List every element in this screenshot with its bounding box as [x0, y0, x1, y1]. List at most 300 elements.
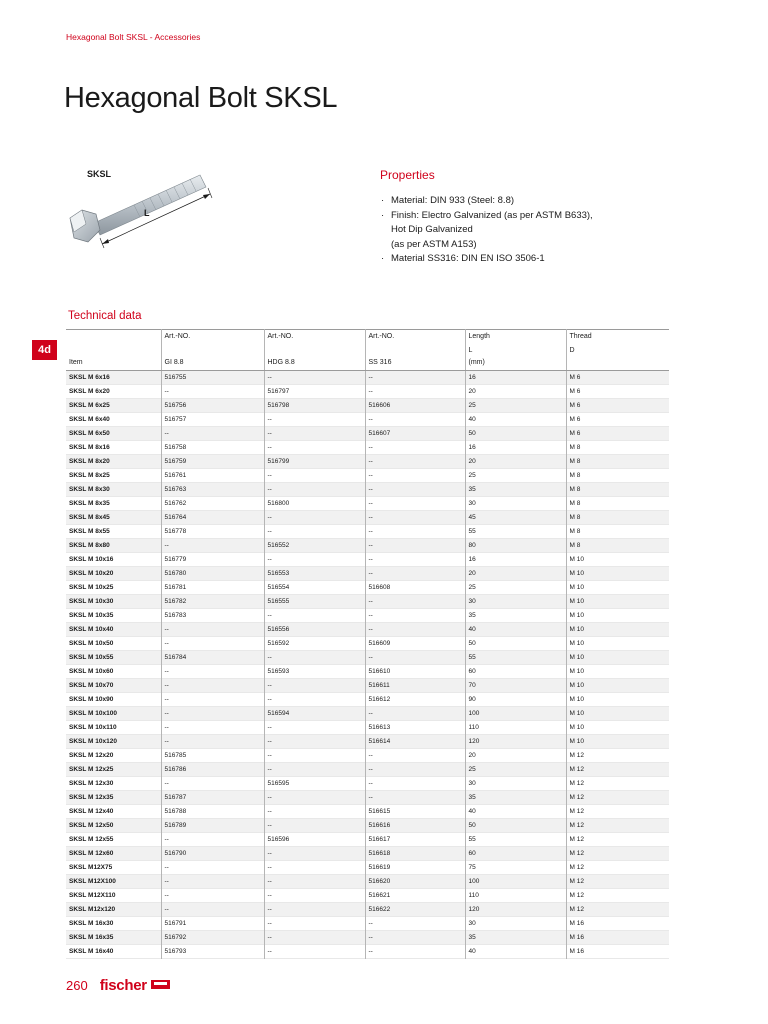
table-cell: M 12	[566, 749, 669, 763]
table-cell: 25	[465, 763, 566, 777]
table-cell: M 12	[566, 763, 669, 777]
table-cell: 20	[465, 455, 566, 469]
table-cell: --	[365, 707, 465, 721]
table-cell: M 10	[566, 665, 669, 679]
table-row	[66, 861, 669, 875]
table-cell: 516552	[264, 539, 365, 553]
dimension-label: L	[144, 208, 150, 218]
table-cell: 516612	[365, 693, 465, 707]
table-cell: 75	[465, 861, 566, 875]
table-cell: M 6	[566, 427, 669, 441]
table-cell: 35	[465, 483, 566, 497]
item-cell: SKSL M 10x120	[69, 738, 117, 745]
table-cell: --	[365, 553, 465, 567]
table-cell: 100	[465, 875, 566, 889]
table-cell: --	[264, 917, 365, 931]
table-cell: --	[365, 567, 465, 581]
table-cell: 516609	[365, 637, 465, 651]
table-cell: 516611	[365, 679, 465, 693]
table-cell: 516788	[161, 805, 264, 819]
table-cell: --	[161, 833, 264, 847]
table-cell: 516799	[264, 455, 365, 469]
table-cell: M 16	[566, 931, 669, 945]
table-cell: 40	[465, 945, 566, 959]
table-row	[66, 469, 669, 483]
item-cell: SKSL M 6x16	[69, 374, 110, 381]
table-cell: 45	[465, 511, 566, 525]
column-header	[66, 347, 161, 359]
bolt-illustration	[64, 160, 234, 260]
table-cell: --	[161, 889, 264, 903]
table-cell: M 12	[566, 819, 669, 833]
table-cell: 516621	[365, 889, 465, 903]
table-cell: 55	[465, 833, 566, 847]
table-cell: M 8	[566, 511, 669, 525]
item-cell: SKSL M 16x30	[69, 920, 114, 927]
table-cell: M 12	[566, 805, 669, 819]
table-cell: --	[264, 791, 365, 805]
item-cell: SKSL M12x120	[69, 906, 116, 913]
table-cell: M 16	[566, 917, 669, 931]
table-cell: 516778	[161, 525, 264, 539]
table-cell: M 10	[566, 609, 669, 623]
table-cell: M 10	[566, 707, 669, 721]
item-cell: SKSL M 10x40	[69, 626, 114, 633]
table-cell: M 8	[566, 455, 669, 469]
table-cell: M 10	[566, 581, 669, 595]
table-cell: 516790	[161, 847, 264, 861]
table-row	[66, 945, 669, 959]
table-cell: 516593	[264, 665, 365, 679]
table-cell: 60	[465, 847, 566, 861]
column-header	[264, 347, 365, 359]
table-cell: 516606	[365, 399, 465, 413]
table-cell: --	[161, 735, 264, 749]
table-header-row	[66, 359, 669, 371]
table-cell: --	[264, 693, 365, 707]
table-cell: --	[365, 469, 465, 483]
column-header: Art.-NO.	[365, 329, 465, 347]
table-cell: M 12	[566, 889, 669, 903]
item-cell: SKSL M 6x40	[69, 416, 110, 423]
table-cell: 516763	[161, 483, 264, 497]
table-cell: 516616	[365, 819, 465, 833]
item-cell: SKSL M 10x70	[69, 682, 114, 689]
table-cell: M 6	[566, 399, 669, 413]
property-item: · Finish: Electro Galvanized (as per ASTM B633), Hot Dip Galvanized (as per ASTM A153)	[380, 209, 700, 253]
table-cell: --	[365, 763, 465, 777]
table-cell: 55	[465, 651, 566, 665]
table-cell: 516556	[264, 623, 365, 637]
item-cell: SKSL M 8x16	[69, 444, 110, 451]
table-row	[66, 875, 669, 889]
item-cell: SKSL M 8x55	[69, 528, 110, 535]
table-cell: --	[365, 749, 465, 763]
table-cell: 516764	[161, 511, 264, 525]
item-cell: SKSL M 8x80	[69, 542, 110, 549]
column-header	[66, 329, 161, 347]
table-cell: --	[264, 875, 365, 889]
table-row	[66, 791, 669, 805]
table-row	[66, 735, 669, 749]
properties-list	[380, 194, 700, 267]
brand-mark-icon	[151, 980, 170, 989]
table-cell: --	[365, 539, 465, 553]
table-cell: 516595	[264, 777, 365, 791]
table-cell: --	[365, 497, 465, 511]
table-cell: 516608	[365, 581, 465, 595]
table-cell: --	[264, 861, 365, 875]
properties-heading: Properties	[380, 168, 435, 182]
table-cell: 100	[465, 707, 566, 721]
table-cell: --	[264, 427, 365, 441]
table-row	[66, 707, 669, 721]
table-cell: --	[161, 861, 264, 875]
table-cell: M 6	[566, 385, 669, 399]
table-cell: M 8	[566, 525, 669, 539]
table-row	[66, 903, 669, 917]
table-cell: M 6	[566, 413, 669, 427]
table-cell: 516780	[161, 567, 264, 581]
table-cell: --	[264, 525, 365, 539]
table-cell: 120	[465, 903, 566, 917]
item-cell: SKSL M12X110	[69, 892, 116, 899]
table-row	[66, 497, 669, 511]
table-cell: --	[365, 371, 465, 385]
table-cell: 516779	[161, 553, 264, 567]
table-cell: M 12	[566, 847, 669, 861]
table-cell: 516615	[365, 805, 465, 819]
table-row	[66, 749, 669, 763]
table-cell: --	[264, 413, 365, 427]
table-cell: M 6	[566, 371, 669, 385]
table-cell: --	[264, 483, 365, 497]
table-row	[66, 889, 669, 903]
table-cell: 25	[465, 581, 566, 595]
table-cell: 516607	[365, 427, 465, 441]
table-cell: 80	[465, 539, 566, 553]
column-header: SS 316	[365, 359, 465, 371]
column-header: Length	[465, 329, 566, 347]
table-row	[66, 637, 669, 651]
table-cell: 40	[465, 623, 566, 637]
column-header: Art.-NO.	[264, 329, 365, 347]
column-header: HDG 8.8	[264, 359, 365, 371]
table-cell: --	[264, 763, 365, 777]
table-cell: M 10	[566, 721, 669, 735]
table-cell: 516756	[161, 399, 264, 413]
table-row	[66, 455, 669, 469]
table-cell: 516596	[264, 833, 365, 847]
table-cell: --	[264, 847, 365, 861]
table-cell: --	[365, 455, 465, 469]
table-cell: 50	[465, 427, 566, 441]
table-cell: --	[264, 945, 365, 959]
table-row	[66, 651, 669, 665]
table-cell: --	[365, 595, 465, 609]
property-item: · Material SS316: DIN EN ISO 3506-1	[380, 252, 700, 267]
item-cell: SKSL M 10x20	[69, 570, 114, 577]
table-cell: 16	[465, 553, 566, 567]
table-cell: 516797	[264, 385, 365, 399]
table-row	[66, 917, 669, 931]
table-cell: 50	[465, 637, 566, 651]
table-row	[66, 665, 669, 679]
table-cell: 516614	[365, 735, 465, 749]
column-header: Art.-NO.	[161, 329, 264, 347]
table-cell: --	[365, 623, 465, 637]
table-cell: M 10	[566, 567, 669, 581]
table-row	[66, 385, 669, 399]
table-cell: 35	[465, 609, 566, 623]
table-cell: 20	[465, 567, 566, 581]
table-cell: 516762	[161, 497, 264, 511]
table-cell: --	[365, 931, 465, 945]
table-row	[66, 567, 669, 581]
table-cell: 516554	[264, 581, 365, 595]
table-cell: 110	[465, 889, 566, 903]
table-cell: --	[365, 413, 465, 427]
chapter-tab: 4d	[32, 340, 57, 360]
table-cell: --	[365, 777, 465, 791]
table-cell: --	[264, 609, 365, 623]
table-cell: M 10	[566, 637, 669, 651]
table-cell: M 12	[566, 833, 669, 847]
table-cell: 516761	[161, 469, 264, 483]
table-cell: --	[161, 623, 264, 637]
item-cell: SKSL M 12x20	[69, 752, 114, 759]
table-row	[66, 763, 669, 777]
table-cell: 516789	[161, 819, 264, 833]
table-row	[66, 847, 669, 861]
table-row	[66, 399, 669, 413]
table-cell: --	[161, 679, 264, 693]
table-cell: 50	[465, 819, 566, 833]
column-header: D	[566, 347, 669, 359]
table-cell: 516786	[161, 763, 264, 777]
table-cell: M 8	[566, 539, 669, 553]
item-cell: SKSL M 10x110	[69, 724, 117, 731]
table-cell: 30	[465, 497, 566, 511]
table-row	[66, 623, 669, 637]
table-cell: --	[161, 665, 264, 679]
table-row	[66, 931, 669, 945]
properties-section	[380, 168, 700, 267]
table-cell: --	[161, 385, 264, 399]
table-cell: M 16	[566, 945, 669, 959]
table-cell: 16	[465, 441, 566, 455]
item-cell: SKSL M 12x50	[69, 822, 114, 829]
table-row	[66, 693, 669, 707]
table-row	[66, 777, 669, 791]
column-header: (mm)	[465, 359, 566, 371]
table-cell: 516618	[365, 847, 465, 861]
table-cell: 30	[465, 595, 566, 609]
table-cell: M 12	[566, 903, 669, 917]
item-cell: SKSL M 8x45	[69, 514, 110, 521]
table-cell: M 10	[566, 693, 669, 707]
item-cell: SKSL M 8x30	[69, 486, 110, 493]
table-cell: 516791	[161, 917, 264, 931]
table-cell: --	[264, 553, 365, 567]
table-cell: 516613	[365, 721, 465, 735]
table-row	[66, 609, 669, 623]
table-row	[66, 819, 669, 833]
table-cell: M 10	[566, 651, 669, 665]
table-row	[66, 427, 669, 441]
table-cell: 516617	[365, 833, 465, 847]
table-cell: --	[365, 791, 465, 805]
table-cell: --	[365, 525, 465, 539]
table-cell: 516610	[365, 665, 465, 679]
table-cell: 516758	[161, 441, 264, 455]
table-cell: M 10	[566, 735, 669, 749]
item-cell: SKSL M 16x35	[69, 934, 114, 941]
table-cell: 516759	[161, 455, 264, 469]
table-cell: M 12	[566, 791, 669, 805]
table-cell: --	[365, 651, 465, 665]
table-cell: M 12	[566, 875, 669, 889]
table-cell: --	[161, 875, 264, 889]
table-row	[66, 805, 669, 819]
bolt-label: SKSL	[87, 169, 112, 179]
column-header: L	[465, 347, 566, 359]
table-cell: 516781	[161, 581, 264, 595]
page-number: 260	[66, 978, 88, 993]
table-cell: M 8	[566, 469, 669, 483]
table-cell: 20	[465, 385, 566, 399]
footer	[66, 977, 170, 994]
table-header-row	[66, 329, 669, 347]
table-cell: 25	[465, 469, 566, 483]
item-cell: SKSL M 10x30	[69, 598, 114, 605]
table-cell: 516792	[161, 931, 264, 945]
table-cell: 20	[465, 749, 566, 763]
table-cell: --	[365, 511, 465, 525]
item-cell: SKSL M 10x100	[69, 710, 117, 717]
table-cell: --	[365, 385, 465, 399]
item-cell: SKSL M 10x55	[69, 654, 114, 661]
table-row	[66, 679, 669, 693]
item-cell: SKSL M 16x40	[69, 948, 114, 955]
table-cell: 516555	[264, 595, 365, 609]
table-cell: 120	[465, 735, 566, 749]
item-cell: SKSL M 12x55	[69, 836, 114, 843]
table-cell: M 10	[566, 679, 669, 693]
table-cell: --	[161, 427, 264, 441]
technical-data-heading: Technical data	[68, 310, 142, 322]
breadcrumb: Hexagonal Bolt SKSL - Accessories	[66, 32, 201, 42]
column-header: Item	[66, 359, 161, 371]
table-row	[66, 581, 669, 595]
table-cell: 516787	[161, 791, 264, 805]
table-row	[66, 553, 669, 567]
table-row	[66, 413, 669, 427]
column-header	[566, 359, 669, 371]
table-cell: 516594	[264, 707, 365, 721]
table-cell: M 10	[566, 553, 669, 567]
column-header	[161, 347, 264, 359]
table-cell: M 8	[566, 441, 669, 455]
item-cell: SKSL M12X100	[69, 878, 116, 885]
table-cell: --	[365, 917, 465, 931]
table-cell: --	[264, 805, 365, 819]
table-cell: M 10	[566, 595, 669, 609]
table-cell: 516592	[264, 637, 365, 651]
table-cell: --	[264, 931, 365, 945]
table-cell: --	[365, 483, 465, 497]
item-cell: SKSL M 12x30	[69, 780, 114, 787]
table-cell: 516782	[161, 595, 264, 609]
table-cell: 40	[465, 413, 566, 427]
table-cell: 35	[465, 931, 566, 945]
table-cell: 516783	[161, 609, 264, 623]
table-cell: --	[365, 945, 465, 959]
table-cell: 30	[465, 917, 566, 931]
table-cell: --	[264, 721, 365, 735]
table-cell: --	[365, 441, 465, 455]
item-cell: SKSL M 8x20	[69, 458, 110, 465]
table-cell: --	[264, 511, 365, 525]
table-cell: --	[264, 679, 365, 693]
item-cell: SKSL M 12x60	[69, 850, 114, 857]
table-cell: 516619	[365, 861, 465, 875]
table-cell: 16	[465, 371, 566, 385]
table-row	[66, 595, 669, 609]
table-cell: 516784	[161, 651, 264, 665]
table-cell: 516620	[365, 875, 465, 889]
item-cell: SKSL M 12x40	[69, 808, 114, 815]
table-cell: --	[264, 819, 365, 833]
table-cell: 516553	[264, 567, 365, 581]
item-cell: SKSL M 10x50	[69, 640, 114, 647]
table-cell: --	[161, 693, 264, 707]
item-cell: SKSL M 10x35	[69, 612, 114, 619]
table-row	[66, 371, 669, 385]
table-cell: --	[264, 749, 365, 763]
table-row	[66, 539, 669, 553]
table-cell: M 8	[566, 483, 669, 497]
table-cell: 90	[465, 693, 566, 707]
item-cell: SKSL M 10x60	[69, 668, 114, 675]
table-cell: 516757	[161, 413, 264, 427]
column-header: GI 8.8	[161, 359, 264, 371]
table-cell: M 8	[566, 497, 669, 511]
table-header-row	[66, 347, 669, 359]
table-cell: --	[161, 903, 264, 917]
item-cell: SKSL M 10x25	[69, 584, 114, 591]
item-cell: SKSL M 12x35	[69, 794, 114, 801]
table-cell: 40	[465, 805, 566, 819]
technical-data-table	[66, 329, 669, 959]
item-cell: SKSL M 6x20	[69, 388, 110, 395]
table-cell: 516798	[264, 399, 365, 413]
table-cell: --	[264, 735, 365, 749]
table-cell: 35	[465, 791, 566, 805]
table-row	[66, 721, 669, 735]
table-cell: --	[264, 651, 365, 665]
table-cell: 110	[465, 721, 566, 735]
table-cell: --	[264, 469, 365, 483]
table-cell: 30	[465, 777, 566, 791]
table-cell: --	[161, 707, 264, 721]
table-cell: 516800	[264, 497, 365, 511]
table-cell: --	[161, 637, 264, 651]
property-item: · Material: DIN 933 (Steel: 8.8)	[380, 194, 700, 209]
table-cell: --	[365, 609, 465, 623]
table-cell: M 12	[566, 777, 669, 791]
item-cell: SKSL M 10x16	[69, 556, 114, 563]
